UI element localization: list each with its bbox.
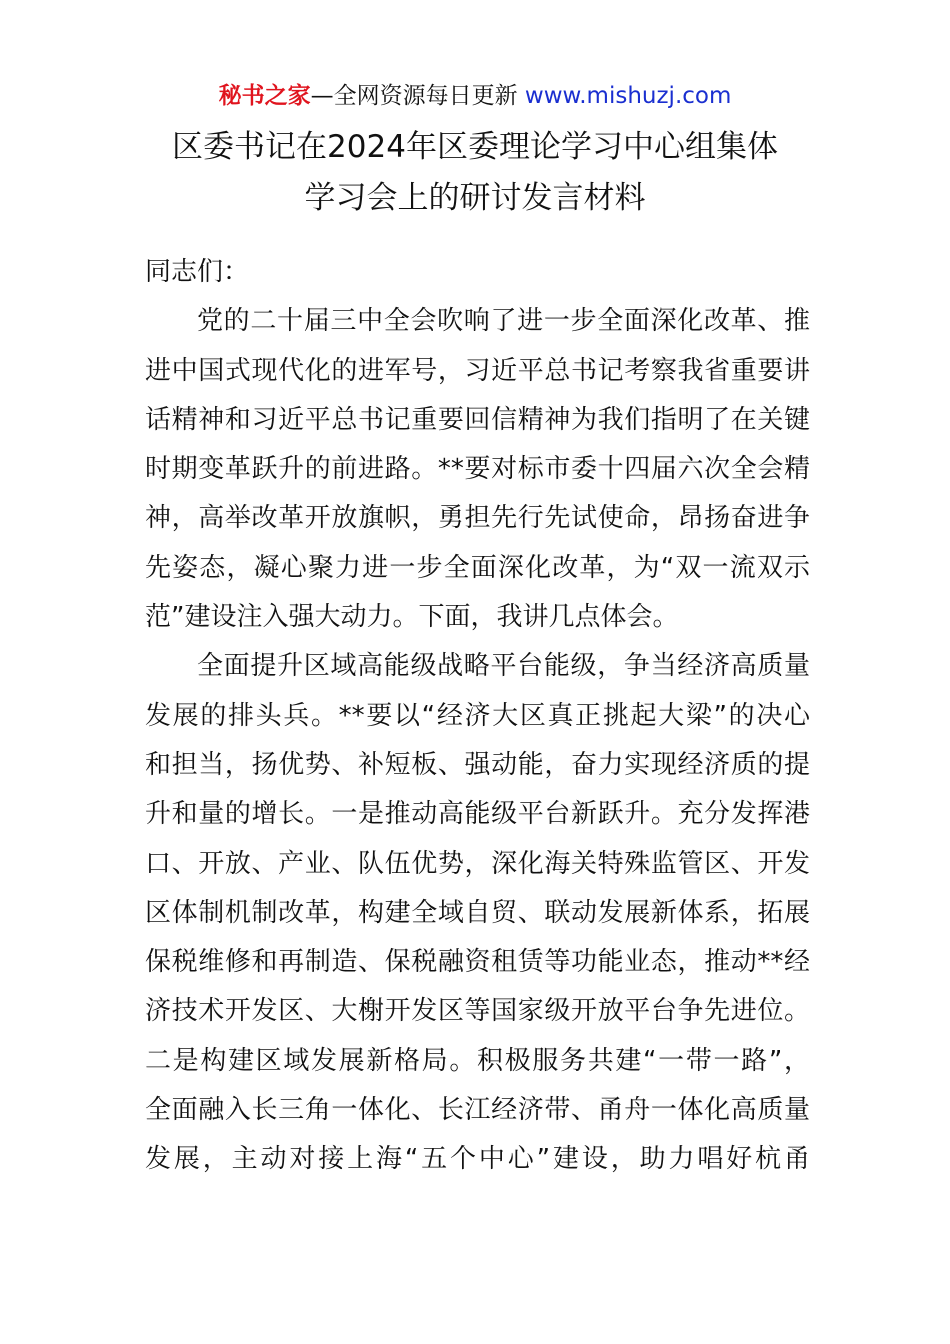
paragraph-1-line: 进中国式现代化的进军号，习近平总书记考察我省重要讲 <box>145 355 810 386</box>
paragraph-1-line: 先姿态，凝心聚力进一步全面深化改革，为“双一流双示 <box>145 552 810 583</box>
site-header <box>0 78 950 114</box>
document-body <box>145 248 810 1185</box>
title-line-1: 区委书记在2024年区委理论学习中心组集体 <box>172 129 778 165</box>
paragraph-2-line: 和担当，扬优势、补短板、强动能，奋力实现经济质的提 <box>145 749 810 780</box>
paragraph-2-line: 全面提升区域高能级战略平台能级，争当经济高质量 <box>197 651 810 682</box>
title-line-2: 学习会上的研讨发言材料 <box>304 180 646 216</box>
paragraph-2-line: 升和量的增长。一是推动高能级平台新跃升。充分发挥港 <box>145 799 810 830</box>
document-title <box>0 122 950 224</box>
paragraph-2-line: 保税维修和再制造、保税融资租赁等功能业态，推动**经 <box>145 947 810 978</box>
paragraph-2-line: 发展的排头兵。**要以“经济大区真正挑起大梁”的决心 <box>145 700 810 731</box>
site-brand: 秘书之家 <box>218 83 311 109</box>
paragraph-2-line: 济技术开发区、大榭开发区等国家级开放平台争先进位。 <box>145 996 810 1027</box>
paragraph-2-line: 全面融入长三角一体化、长江经济带、甬舟一体化高质量 <box>145 1095 810 1126</box>
site-url-link[interactable]: www.mishuzj.com <box>524 83 732 109</box>
paragraph-2-line: 区体制机制改革，构建全域自贸、联动发展新体系，拓展 <box>145 897 810 928</box>
paragraph-1-line: 党的二十届三中全会吹响了进一步全面深化改革、推 <box>197 306 810 337</box>
paragraph-2-line: 发展，主动对接上海“五个中心”建设，助力唱好杭甬 <box>145 1144 810 1175</box>
site-tagline: —全网资源每日更新 <box>310 83 518 109</box>
salutation: 同志们： <box>145 257 250 287</box>
paragraph-1-line: 时期变革跃升的前进路。**要对标市委十四届六次全会精 <box>145 454 810 485</box>
paragraph-1-line: 范”建设注入强大动力。下面，我讲几点体会。 <box>145 602 679 633</box>
paragraph-1-line: 神，高举改革开放旗帜，勇担先行先试使命，昂扬奋进争 <box>145 503 810 534</box>
paragraph-2-line: 口、开放、产业、队伍优势，深化海关特殊监管区、开发 <box>145 848 810 879</box>
paragraph-1-line: 话精神和习近平总书记重要回信精神为我们指明了在关键 <box>145 404 810 435</box>
paragraph-2-line: 二是构建区域发展新格局。积极服务共建“一带一路”， <box>145 1045 810 1076</box>
